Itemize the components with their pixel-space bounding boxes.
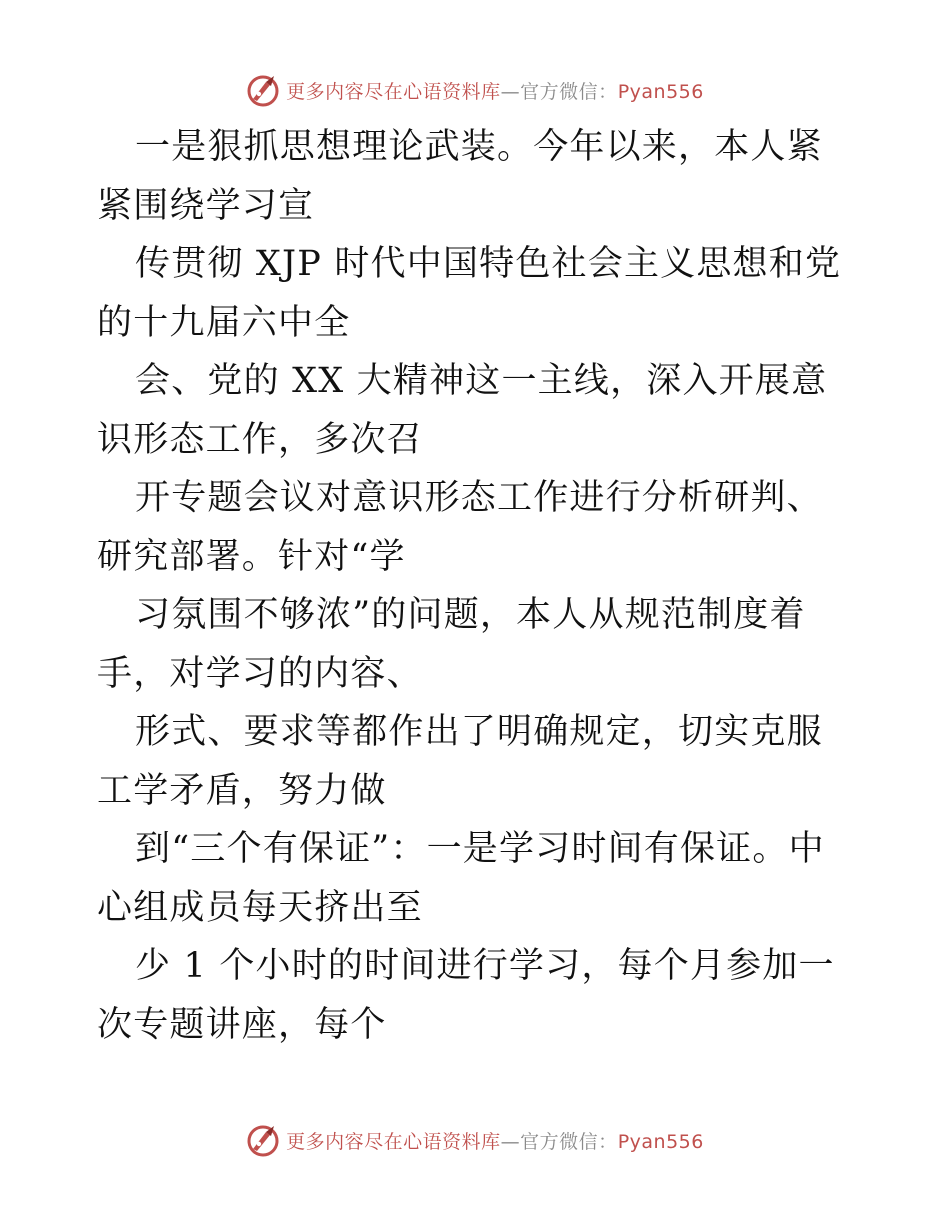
paragraph: 少 1 个小时的时间进行学习，每个月参加一次专题讲座，每个: [97, 946, 835, 1045]
footer-watermark: [0, 1120, 950, 1160]
paragraph: 传贯彻 XJP 时代中国特色社会主义思想和党的十九届六中全: [97, 244, 842, 343]
watermark-separator: —: [500, 80, 521, 103]
header-watermark: [0, 70, 950, 110]
document-body: [97, 118, 857, 1054]
paragraph: 形式、要求等都作出了明确规定，切实克服工学矛盾，努力做: [97, 712, 823, 811]
watermark-site-text: 更多内容尽在心语资料库: [286, 1130, 501, 1153]
watermark-wechat-label: 官方微信：: [520, 1130, 618, 1153]
paragraph: 习氛围不够浓”的问题，本人从规范制度着手，对学习的内容、: [97, 595, 806, 694]
paragraph: 一是狠抓思想理论武装。今年以来，本人紧紧围绕学习宣: [97, 127, 823, 226]
paragraph: 到“三个有保证”：一是学习时间有保证。中心组成员每天挤出至: [97, 829, 825, 928]
paragraph: 会、党的 XX 大精神这一主线，深入开展意识形态工作，多次召: [97, 361, 828, 460]
watermark-wechat-id: Pyan556: [617, 80, 704, 103]
paragraph: 开专题会议对意识形态工作进行分析研判、研究部署。针对“学: [97, 478, 823, 577]
watermark-site-text: 更多内容尽在心语资料库: [286, 80, 501, 103]
watermark-wechat-id: Pyan556: [617, 1130, 704, 1153]
feather-pen-logo-icon: [246, 73, 280, 107]
feather-pen-logo-icon: [246, 1123, 280, 1157]
watermark-separator: —: [500, 1130, 521, 1153]
watermark-wechat-label: 官方微信：: [520, 80, 618, 103]
